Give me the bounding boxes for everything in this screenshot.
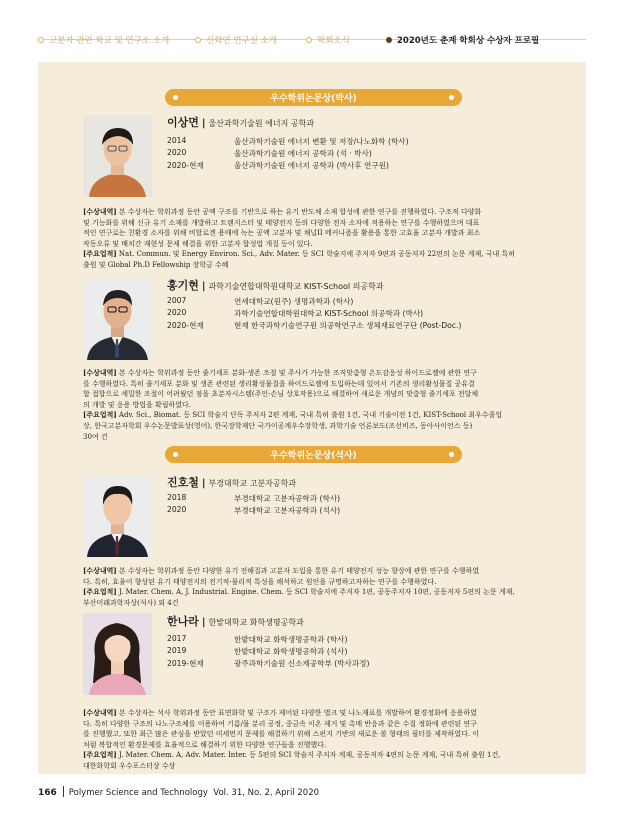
education-year: 2018 xyxy=(167,493,187,502)
description-text: 본 수상자는 학위과정 동안 다양한 유기 전해질과 고분자 도입을 통한 유기 태양전지 성능 향상에 관한 연구를 수행하였 xyxy=(116,567,480,575)
description-tag: [주요업적] xyxy=(83,587,117,597)
page-footer xyxy=(38,786,319,798)
nav-item-schools[interactable] xyxy=(38,34,169,46)
portrait-photo xyxy=(83,115,152,197)
journal-name: Polymer Science and Technology xyxy=(68,788,208,798)
education-year: 2020-현재 xyxy=(167,321,204,330)
person-affiliation: 한밭대학교 화학생명공학과 xyxy=(208,618,304,627)
description-tag: [주요업적] xyxy=(83,750,117,760)
description-text: 본 수상자는 석사 학위과정 동안 표면화학 및 구조가 제어된 다양한 벌크 및 나노재료를 개발하여 환경정화에 응용하였 xyxy=(116,709,477,717)
description-tag: [수상내역] xyxy=(83,708,117,717)
education-desc: 과학기술연합대학원대학교 KIST-School 의공학과 (박사) xyxy=(234,309,424,318)
person-name-row: 한나라 | 한밭대학교 화학생명공학과 xyxy=(167,615,304,628)
award-description xyxy=(83,708,541,772)
description-line: 합 접합으로 세밀한 조절이 어려웠던 점을 초분자시스템(주인-손님 상호작용)으로 해결하여 새로운 개념의 맞춤형 줄기세포 전달체 xyxy=(83,390,479,399)
nav-item-label: 고분자 관련 학교 및 연구소 소개 xyxy=(49,36,170,46)
nav-dot-icon xyxy=(38,37,44,43)
description-text: Nat. Commun. 및 Energy Environ. Sci., Adv. Mater. 등 SCI 학술지에 주저자 9편과 공동저자 22편의 논문 게재, 국내 특허 xyxy=(116,250,515,259)
description-line: 30여 건 xyxy=(83,432,108,441)
bullet-icon xyxy=(449,452,454,457)
description-tag: [주요업적] xyxy=(83,410,117,420)
description-line xyxy=(83,249,541,260)
education-year: 2020-현재 xyxy=(167,161,204,170)
education-year: 2014 xyxy=(167,136,187,145)
education-year: 2020 xyxy=(167,505,187,514)
section-header-phd xyxy=(165,89,462,106)
education-year: 2017 xyxy=(167,634,187,643)
person-name-row: 진호철 | 부경대학교 고분자공학과 xyxy=(167,476,297,489)
description-line: 의 개발 및 응용 방법을 확립하였다. xyxy=(83,400,192,409)
description-line xyxy=(83,410,541,421)
person-affiliation: 울산과학기술원 에너지 공학과 xyxy=(208,119,315,128)
nav-item-label: 2020년도 춘계 학회상 수상자 프로필 xyxy=(397,36,540,46)
education-desc: 울산과학기술원 에너지 변환 및 저장/나노화학 (학사) xyxy=(234,137,409,146)
education-year: 2019 xyxy=(167,646,187,655)
section-title: 우수학위논문상(박사) xyxy=(270,94,357,104)
description-line xyxy=(83,587,541,598)
description-line: 다. 특히 다양한 구조의 나노구조체를 이용하여 기름/물 분리 공정, 중금속 이온 제거 및 촉매 반응과 같은 수질 정화에 관련된 연구 xyxy=(83,719,477,728)
description-tag: [주요업적] xyxy=(83,249,117,259)
description-line xyxy=(83,207,541,218)
education-desc: 부경대학교 고분자공학과 (학사) xyxy=(234,494,341,503)
education-desc: 울산과학기술원 에너지 공학과 (박사후 연구원) xyxy=(234,161,389,170)
description-line: 출원 및 Global Ph.D Fellowship 장학금 수혜 xyxy=(83,260,229,269)
nav-item-label: 학회소식 xyxy=(317,36,350,46)
person-affiliation: 부경대학교 고분자공학과 xyxy=(208,479,297,488)
description-text: 본 수상자는 학위과정 동안 공액 구조를 기반으로 하는 유기 반도체 소재 합성에 관한 연구를 진행하였다. 구조적 다양화 xyxy=(116,208,482,216)
education-year: 2019-현재 xyxy=(167,659,204,668)
description-line: 대한화학회 우수포스터상 수상 xyxy=(83,761,176,770)
award-description xyxy=(83,207,541,271)
person-name: 진호철 xyxy=(167,476,199,489)
portrait-photo xyxy=(83,278,152,360)
education-desc: 울산과학기술원 에너지 공학과 (석 · 박사) xyxy=(234,149,372,158)
person-affiliation: 과학기술연합대학원대학교 KIST-School 의공학과 xyxy=(208,282,384,291)
nav-item-news[interactable] xyxy=(306,34,350,46)
journal-issue: Vol. 31, No. 2, April 2020 xyxy=(213,788,320,798)
description-line xyxy=(83,750,541,761)
bullet-icon xyxy=(173,452,178,457)
description-line: 적인 연구로는 친환경 소자를 위해 비할로겐 용매에 녹는 공액 고분자 및 채널II 메커니즘을 활용을 통한 고효율 고분자 개발과 최소 xyxy=(83,229,481,238)
description-text: Adv. Sci., Biomat. 등 SCI 학술지 단독 주저자 2편 게재, 국내 특허 출원 1건, 국내 기술이전 1건, KIST-School 최우수졸업 xyxy=(116,411,503,420)
section-header-ms xyxy=(165,446,462,463)
person-name: 한나라 xyxy=(167,615,199,628)
description-tag: [수상내역] xyxy=(83,566,117,575)
bullet-icon xyxy=(449,95,454,100)
description-text: 본 수상자는 학위과정 동안 줄기세포 분화·생존 조절 및 주사가 가능한 조직맞춤형 온도감응성 하이드로젤에 관한 연구 xyxy=(116,369,477,377)
person-name: 홍기현 xyxy=(167,279,199,292)
page-number: 166 xyxy=(38,788,57,798)
award-description xyxy=(83,368,541,442)
education-desc: 한밭대학교 화학생명공학과 (학사) xyxy=(234,635,348,644)
nav-dot-icon xyxy=(195,37,201,43)
nav-dot-icon xyxy=(386,37,392,43)
person-name-row: 이상면 | 울산과학기술원 에너지 공학과 xyxy=(167,116,315,129)
description-line: 부산미래과학자상(석사) 외 4건 xyxy=(83,598,179,607)
portrait-photo xyxy=(83,475,152,557)
person-name-row: 홍기현 | 과학기술연합대학원대학교 KIST-School 의공학과 xyxy=(167,279,384,292)
education-desc: 현재 한국과학기술연구원 의공학연구소 생체재료연구단 (Post-Doc.) xyxy=(234,321,462,330)
section-title: 우수학위논문상(석사) xyxy=(270,451,357,461)
education-year: 2020 xyxy=(167,308,187,317)
description-line: 작동오류 및 배치간 재현성 문제 해결을 위한 고분자 합성법 개질 등이 있다. xyxy=(83,239,313,248)
nav-item-award-profiles[interactable] xyxy=(386,34,539,46)
education-desc: 한밭대학교 화학생명공학과 (석사) xyxy=(234,647,348,656)
nav-dot-icon xyxy=(306,37,312,43)
description-line xyxy=(83,566,541,577)
person-name: 이상면 xyxy=(167,116,199,129)
description-text: J. Mater. Chem. A, Adv. Mater. Inter. 등 5편의 SCI 학술지 주저자 게재, 공동저자 4편의 논문 게재, 국내 특허 출원 1건, xyxy=(116,751,501,760)
bullet-icon xyxy=(173,95,178,100)
nav-item-labs[interactable] xyxy=(195,34,277,46)
top-navigation xyxy=(0,0,622,60)
description-line: 처럼 복합적인 환경문제를 효율적으로 해결하기 위한 다양한 연구들을 진행했다. xyxy=(83,740,327,749)
description-line xyxy=(83,708,541,719)
description-line: 를 진행했고, 또한 최근 많은 관심을 받았던 미세먼지 문제를 해결하기 위해 스펀지 기반의 새로운 볼 형태의 필터를 제작하였다. 이 xyxy=(83,730,480,739)
description-line: 다. 특히, 효율이 향상된 유기 태양전지의 전기적·물리적 특성을 해석하고 원인을 규명하고자하는 연구를 수행하였다. xyxy=(83,577,437,586)
description-tag: [수상내역] xyxy=(83,368,117,377)
education-year: 2007 xyxy=(167,296,187,305)
description-tag: [수상내역] xyxy=(83,207,117,216)
description-text: J. Mater. Chem. A, J. Industrial. Engine. Chem. 등 SCI 학술지에 주저자 1편, 공동주저자 10편, 공동저자 5편의 논문 게재, xyxy=(116,588,515,597)
nav-item-label: 신학연 연구실 소개 xyxy=(206,36,278,46)
description-line xyxy=(83,368,541,379)
portrait-photo xyxy=(83,613,152,695)
education-year: 2020 xyxy=(167,148,187,157)
description-line: 를 수행하였다. 특히 줄기세포 분화 및 생존 관련된 생리활성물질을 하이드로젤에 도입하는데 있어서 기존의 생리활성물질 공유결 xyxy=(83,379,475,388)
education-desc: 연세대학교(원주) 생명과학과 (학사) xyxy=(234,297,354,306)
description-line: 상, 한국고분자학회 우수논문발표상(영어), 한국장학재단 국가이공계우수장학생, 과학기술 언론보도(조선비즈, 동아사이언스 등) xyxy=(83,421,473,430)
education-desc: 광주과학기술원 신소재공학부 (박사과정) xyxy=(234,659,370,668)
description-line: 및 기능화를 위해 신규 유기 소재를 개발하고 트랜지스터 및 태양전지 등의 다양한 전자 소자에 적용하는 연구를 수행하였으며 대표 xyxy=(83,218,480,227)
award-description xyxy=(83,566,541,608)
education-desc: 부경대학교 고분자공학과 (석사) xyxy=(234,506,341,515)
